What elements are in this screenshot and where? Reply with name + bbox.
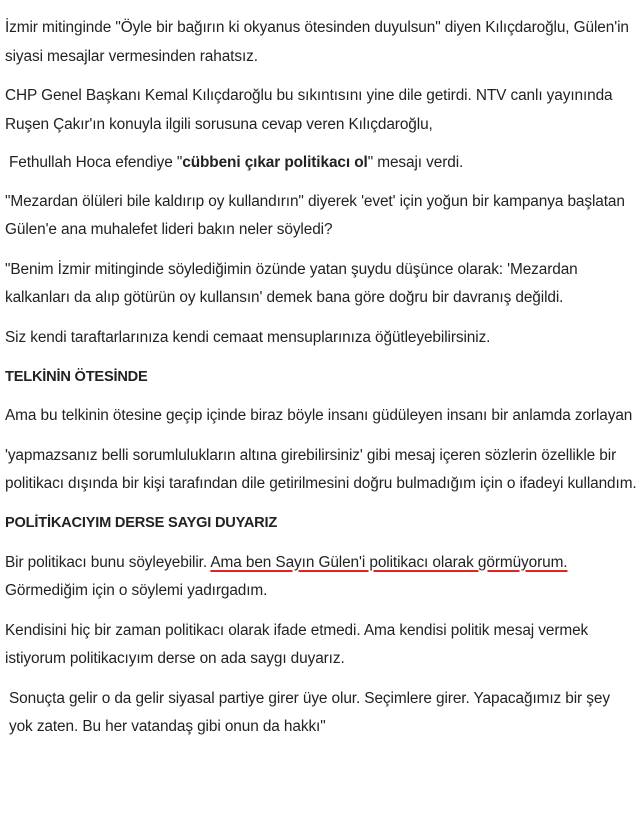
paragraph-beyond-suggestion: Ama bu telkinin ötesine geçip içinde biraz böyle insanı güdüleyen insanı bir anlamda zorlayan: [5, 407, 633, 424]
paragraph-advice: Siz kendi taraftarlarınıza kendi cemaat mensuplarınıza öğütleyebilirsiniz.: [5, 328, 491, 346]
paragraph-message: [5, 149, 637, 178]
paragraph-gulen-campaign: "Mezardan ölüleri bile kaldırıp oy kullandırın" diyerek 'evet' için yoğun bir kampanya başlatan Gülen'e ana muhalefet lideri bakın neler söyledi?: [5, 192, 625, 238]
paragraph-conclusion: Sonuçta gelir o da gelir siyasal partiye girer üye olur. Seçimlere girer. Yapacağımız bir şey yok zaten. Bu her vatandaş gibi onun da hakkı": [9, 689, 610, 735]
paragraph-never-expressed: Kendisini hiç bir zaman politikacı olarak ifade etmedi. Ama kendisi politik mesaj vermek istiyorum politikacıyım derse on ada saygı duyarız.: [5, 621, 589, 667]
paragraph-responsibility-quote: 'yapmazsanız belli sorumlulukların altına girebilirsiniz' gibi mesaj içeren sözlerin özellikle bir politikacı dışında bir kişi tarafından dile getirilmesini doğru bulmadığım için o ifadeyi kullandım.: [5, 446, 637, 492]
message-text-before: Fethullah Hoca efendiye ": [9, 154, 183, 171]
paragraph-chp-statement: CHP Genel Başkanı Kemal Kılıçdaroğlu bu sıkıntısını yine dile getirdi. NTV canlı yayınında Ruşen Çakır'ın konuyla ilgili sorusuna cevap veren Kılıçdaroğlu,: [5, 87, 613, 133]
politician-text-after: Görmediğim için o söylemi yadırgadım.: [5, 582, 268, 599]
section-heading-respect: POLİTİKACIYIM DERSE SAYGI DUYARIZ: [5, 514, 278, 531]
paragraph-izmir-quote: "Benim İzmir mitinginde söylediğimin özünde yatan şuydu düşünce olarak: 'Mezardan kalkanları da alıp götürün oy kullansın' demek bana göre doğru bir davranış değildi.: [5, 260, 578, 306]
message-bold-quote: cübbeni çıkar politikacı ol: [182, 154, 368, 171]
politician-text-before: Bir politikacı bunu söyleyebilir.: [5, 553, 211, 571]
paragraph-politician: [5, 549, 637, 606]
underlined-quote: Ama ben Sayın Gülen'i politikacı olarak görmüyorum.: [210, 553, 568, 571]
message-text-after: " mesajı verdi.: [367, 154, 464, 171]
section-heading-telkin: TELKİNİN ÖTESİNDE: [5, 369, 148, 385]
article-body: [5, 0, 637, 742]
paragraph-intro: İzmir mitinginde "Öyle bir bağırın ki okyanus ötesinden duyulsun" diyen Kılıçdaroğlu, Gülen'in siyasi mesajlar vermesinden rahatsız.: [5, 19, 629, 65]
